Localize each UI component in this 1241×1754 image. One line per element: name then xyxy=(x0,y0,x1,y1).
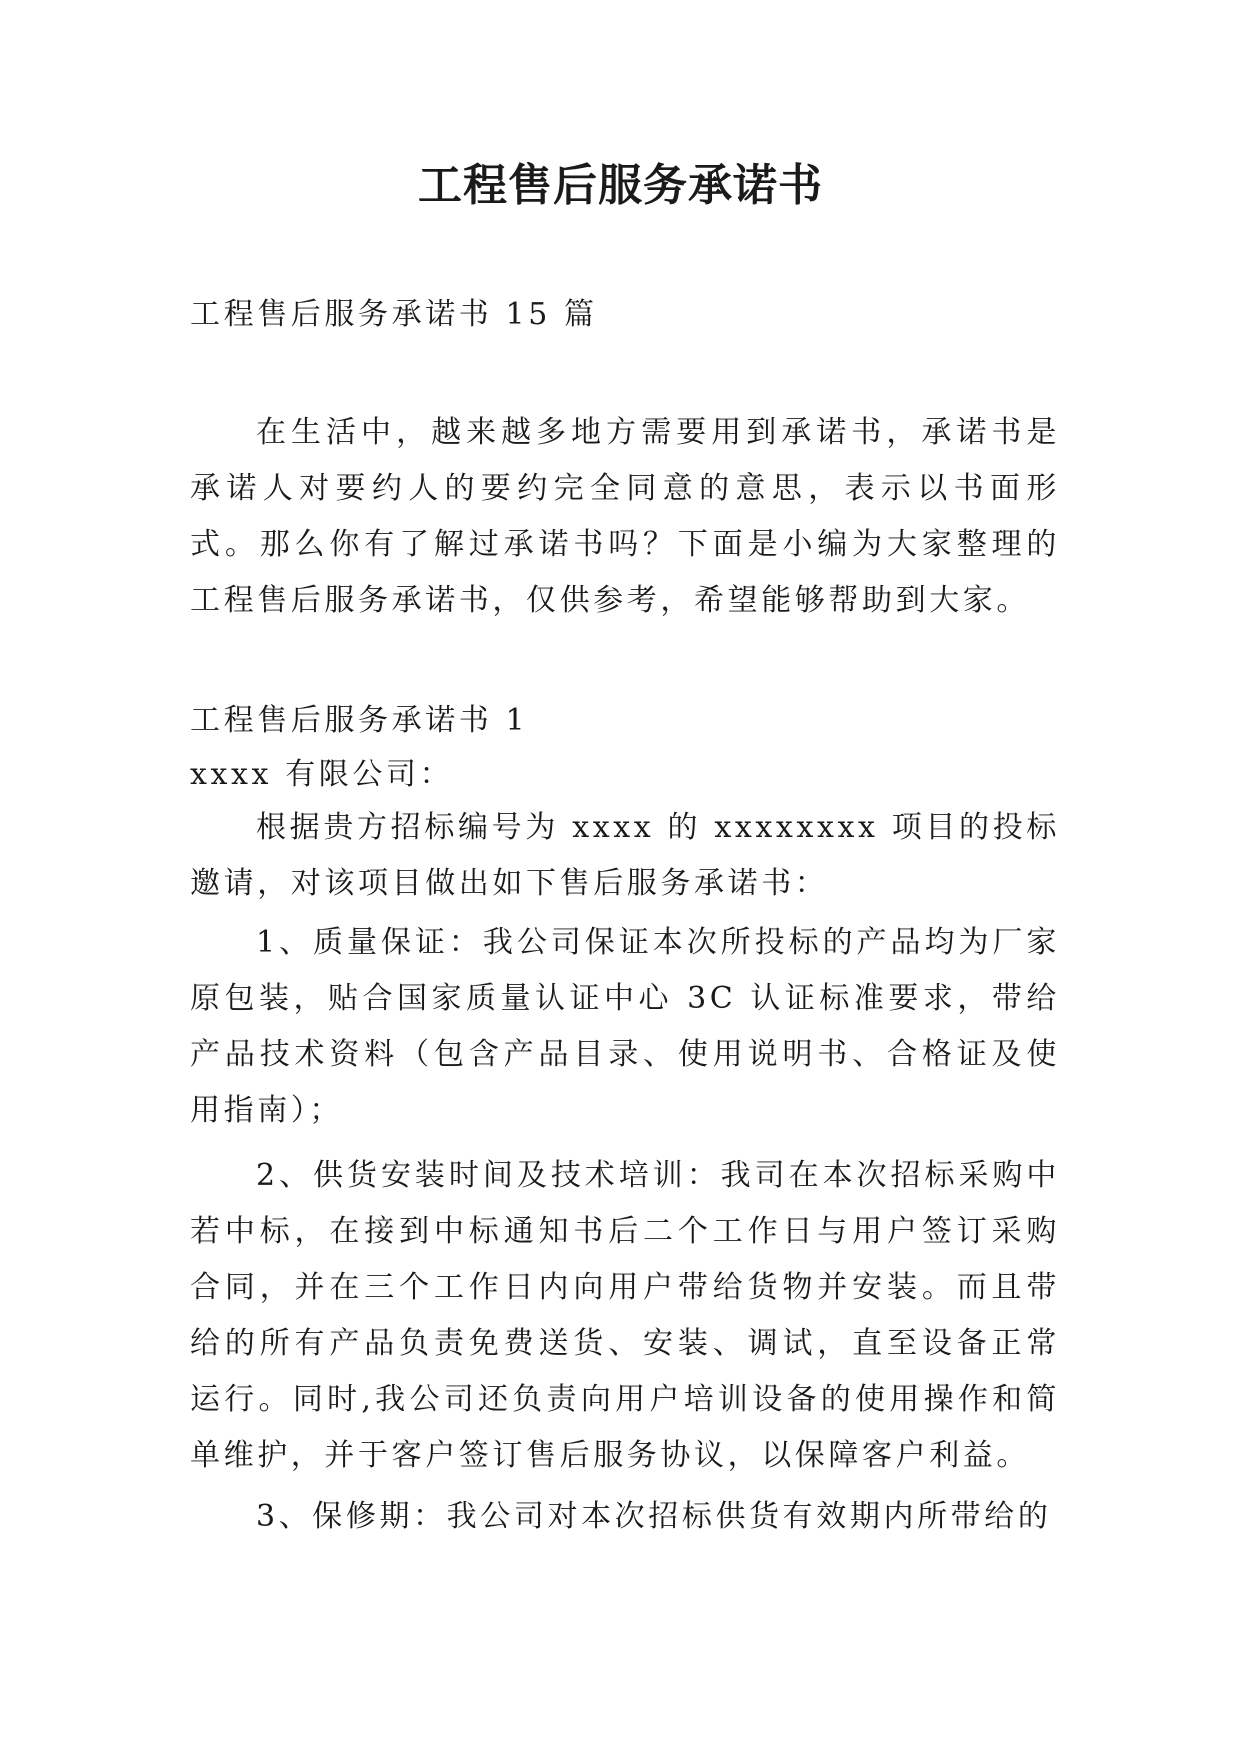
body-paragraph-intro: 根据贵方招标编号为 xxxx 的 xxxxxxxx 项目的投标邀请，对该项目做出如下售后服务承诺书： xyxy=(190,810,1060,901)
document-subtitle: 工程售后服务承诺书 15 篇 xyxy=(190,297,598,332)
section-title: 工程售后服务承诺书 1 xyxy=(190,703,529,738)
body-paragraph-quality: 1、质量保证：我公司保证本次所投标的产品均为厂家原包装，贴合国家质量认证中心 3C 认证标准要求，带给产品技术资料（包含产品目录、使用说明书、合格证及使用指南）； xyxy=(190,925,1060,1128)
salutation: xxxx 有限公司： xyxy=(190,757,454,792)
body-paragraph-delivery: 2、供货安装时间及技术培训：我司在本次招标采购中若中标，在接到中标通知书后二个工作日与用户签订采购合同，并在三个工作日内向用户带给货物并安装。而且带给的所有产品负责免费送货、安装、调试，直至设备正常运行。同时,我公司还负责向用户培训设备的使用操作和简单维护，并于客户签订售后服务协议，以保障客户利益。 xyxy=(190,1158,1060,1473)
body-paragraph-warranty: 3、保修期：我公司对本次招标供货有效期内所带给的 xyxy=(256,1499,1052,1534)
document-title: 工程售后服务承诺书 xyxy=(418,160,823,211)
intro-paragraph: 在生活中，越来越多地方需要用到承诺书，承诺书是承诺人对要约人的要约完全同意的意思，表示以书面形式。那么你有了解过承诺书吗？下面是小编为大家整理的工程售后服务承诺书，仅供参考，希望能够帮助到大家。 xyxy=(190,415,1060,618)
